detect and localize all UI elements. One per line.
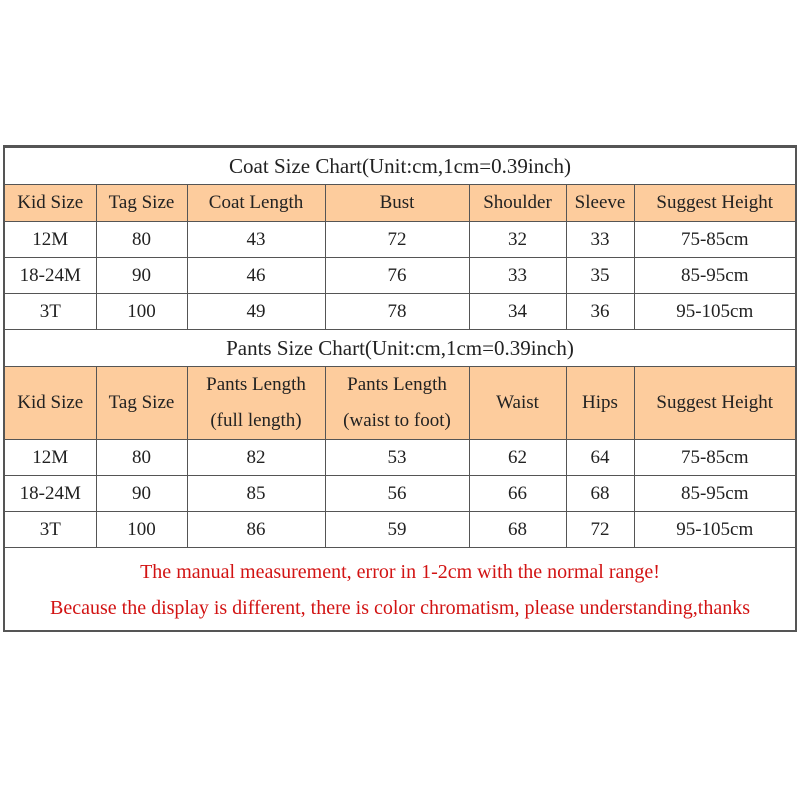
header-line: Suggest Height — [656, 392, 774, 413]
table-cell: 72 — [566, 512, 634, 548]
pants-table-row — [5, 440, 795, 476]
notice-line-1: The manual measurement, error in 1-2cm with the normal range! — [140, 561, 660, 583]
table-cell: 53 — [325, 440, 469, 476]
table-cell: 85-95cm — [634, 476, 795, 512]
table-cell: 3T — [5, 294, 96, 330]
table-cell: 68 — [566, 476, 634, 512]
table-cell: 86 — [187, 512, 325, 548]
coat-chart-title: Coat Size Chart(Unit:cm,1cm=0.39inch) — [5, 148, 795, 185]
table-cell: 80 — [96, 222, 187, 258]
table-cell: 80 — [96, 440, 187, 476]
table-cell: 82 — [187, 440, 325, 476]
header-line: Hips — [582, 392, 618, 413]
pants-header-cell — [5, 367, 96, 440]
table-cell: 35 — [566, 258, 634, 294]
size-table — [5, 147, 795, 630]
pants-header-cell — [96, 367, 187, 440]
table-cell: 12M — [5, 222, 96, 258]
header-line: (waist to foot) — [343, 410, 451, 431]
table-cell: 18-24M — [5, 258, 96, 294]
header-line: Kid Size — [17, 392, 84, 413]
table-cell: 90 — [96, 258, 187, 294]
table-cell: 49 — [187, 294, 325, 330]
table-cell: 76 — [325, 258, 469, 294]
header-line: Waist — [496, 392, 539, 413]
table-cell: 33 — [469, 258, 566, 294]
table-cell: 68 — [469, 512, 566, 548]
table-cell: 46 — [187, 258, 325, 294]
table-cell: 18-24M — [5, 476, 96, 512]
table-cell: 3T — [5, 512, 96, 548]
size-chart — [3, 145, 797, 632]
table-cell: 56 — [325, 476, 469, 512]
table-cell: 59 — [325, 512, 469, 548]
pants-table-row — [5, 512, 795, 548]
coat-table-row — [5, 222, 795, 258]
header-line: (full length) — [210, 410, 302, 431]
coat-header-cell: Tag Size — [96, 185, 187, 222]
header-line: Pants Length — [206, 374, 306, 395]
coat-table-row — [5, 258, 795, 294]
table-cell: 75-85cm — [634, 222, 795, 258]
coat-header-cell: Shoulder — [469, 185, 566, 222]
table-cell: 90 — [96, 476, 187, 512]
table-cell: 12M — [5, 440, 96, 476]
table-cell: 66 — [469, 476, 566, 512]
pants-header-cell — [325, 367, 469, 440]
coat-header-cell: Coat Length — [187, 185, 325, 222]
coat-header-row — [5, 185, 795, 222]
table-cell: 34 — [469, 294, 566, 330]
pants-header-cell — [469, 367, 566, 440]
pants-header-cell — [187, 367, 325, 440]
table-cell: 95-105cm — [634, 512, 795, 548]
table-cell: 33 — [566, 222, 634, 258]
table-cell: 62 — [469, 440, 566, 476]
coat-header-cell: Bust — [325, 185, 469, 222]
table-cell: 36 — [566, 294, 634, 330]
pants-chart-title: Pants Size Chart(Unit:cm,1cm=0.39inch) — [5, 330, 795, 367]
table-cell: 85 — [187, 476, 325, 512]
table-cell: 32 — [469, 222, 566, 258]
table-cell: 75-85cm — [634, 440, 795, 476]
pants-header-row — [5, 367, 795, 440]
header-line: Tag Size — [108, 392, 175, 413]
coat-header-cell: Kid Size — [5, 185, 96, 222]
coat-table-row — [5, 294, 795, 330]
notice-line-2: Because the display is different, there is color chromatism, please understanding,thanks — [50, 597, 750, 619]
table-cell: 78 — [325, 294, 469, 330]
pants-header-cell — [634, 367, 795, 440]
coat-header-cell: Suggest Height — [634, 185, 795, 222]
table-cell: 43 — [187, 222, 325, 258]
table-cell: 95-105cm — [634, 294, 795, 330]
pants-header-cell — [566, 367, 634, 440]
table-cell: 100 — [96, 294, 187, 330]
table-cell: 100 — [96, 512, 187, 548]
pants-table-row — [5, 476, 795, 512]
coat-header-cell: Sleeve — [566, 185, 634, 222]
notice-cell — [5, 548, 795, 631]
table-cell: 64 — [566, 440, 634, 476]
table-cell: 85-95cm — [634, 258, 795, 294]
header-line: Pants Length — [347, 374, 447, 395]
table-cell: 72 — [325, 222, 469, 258]
